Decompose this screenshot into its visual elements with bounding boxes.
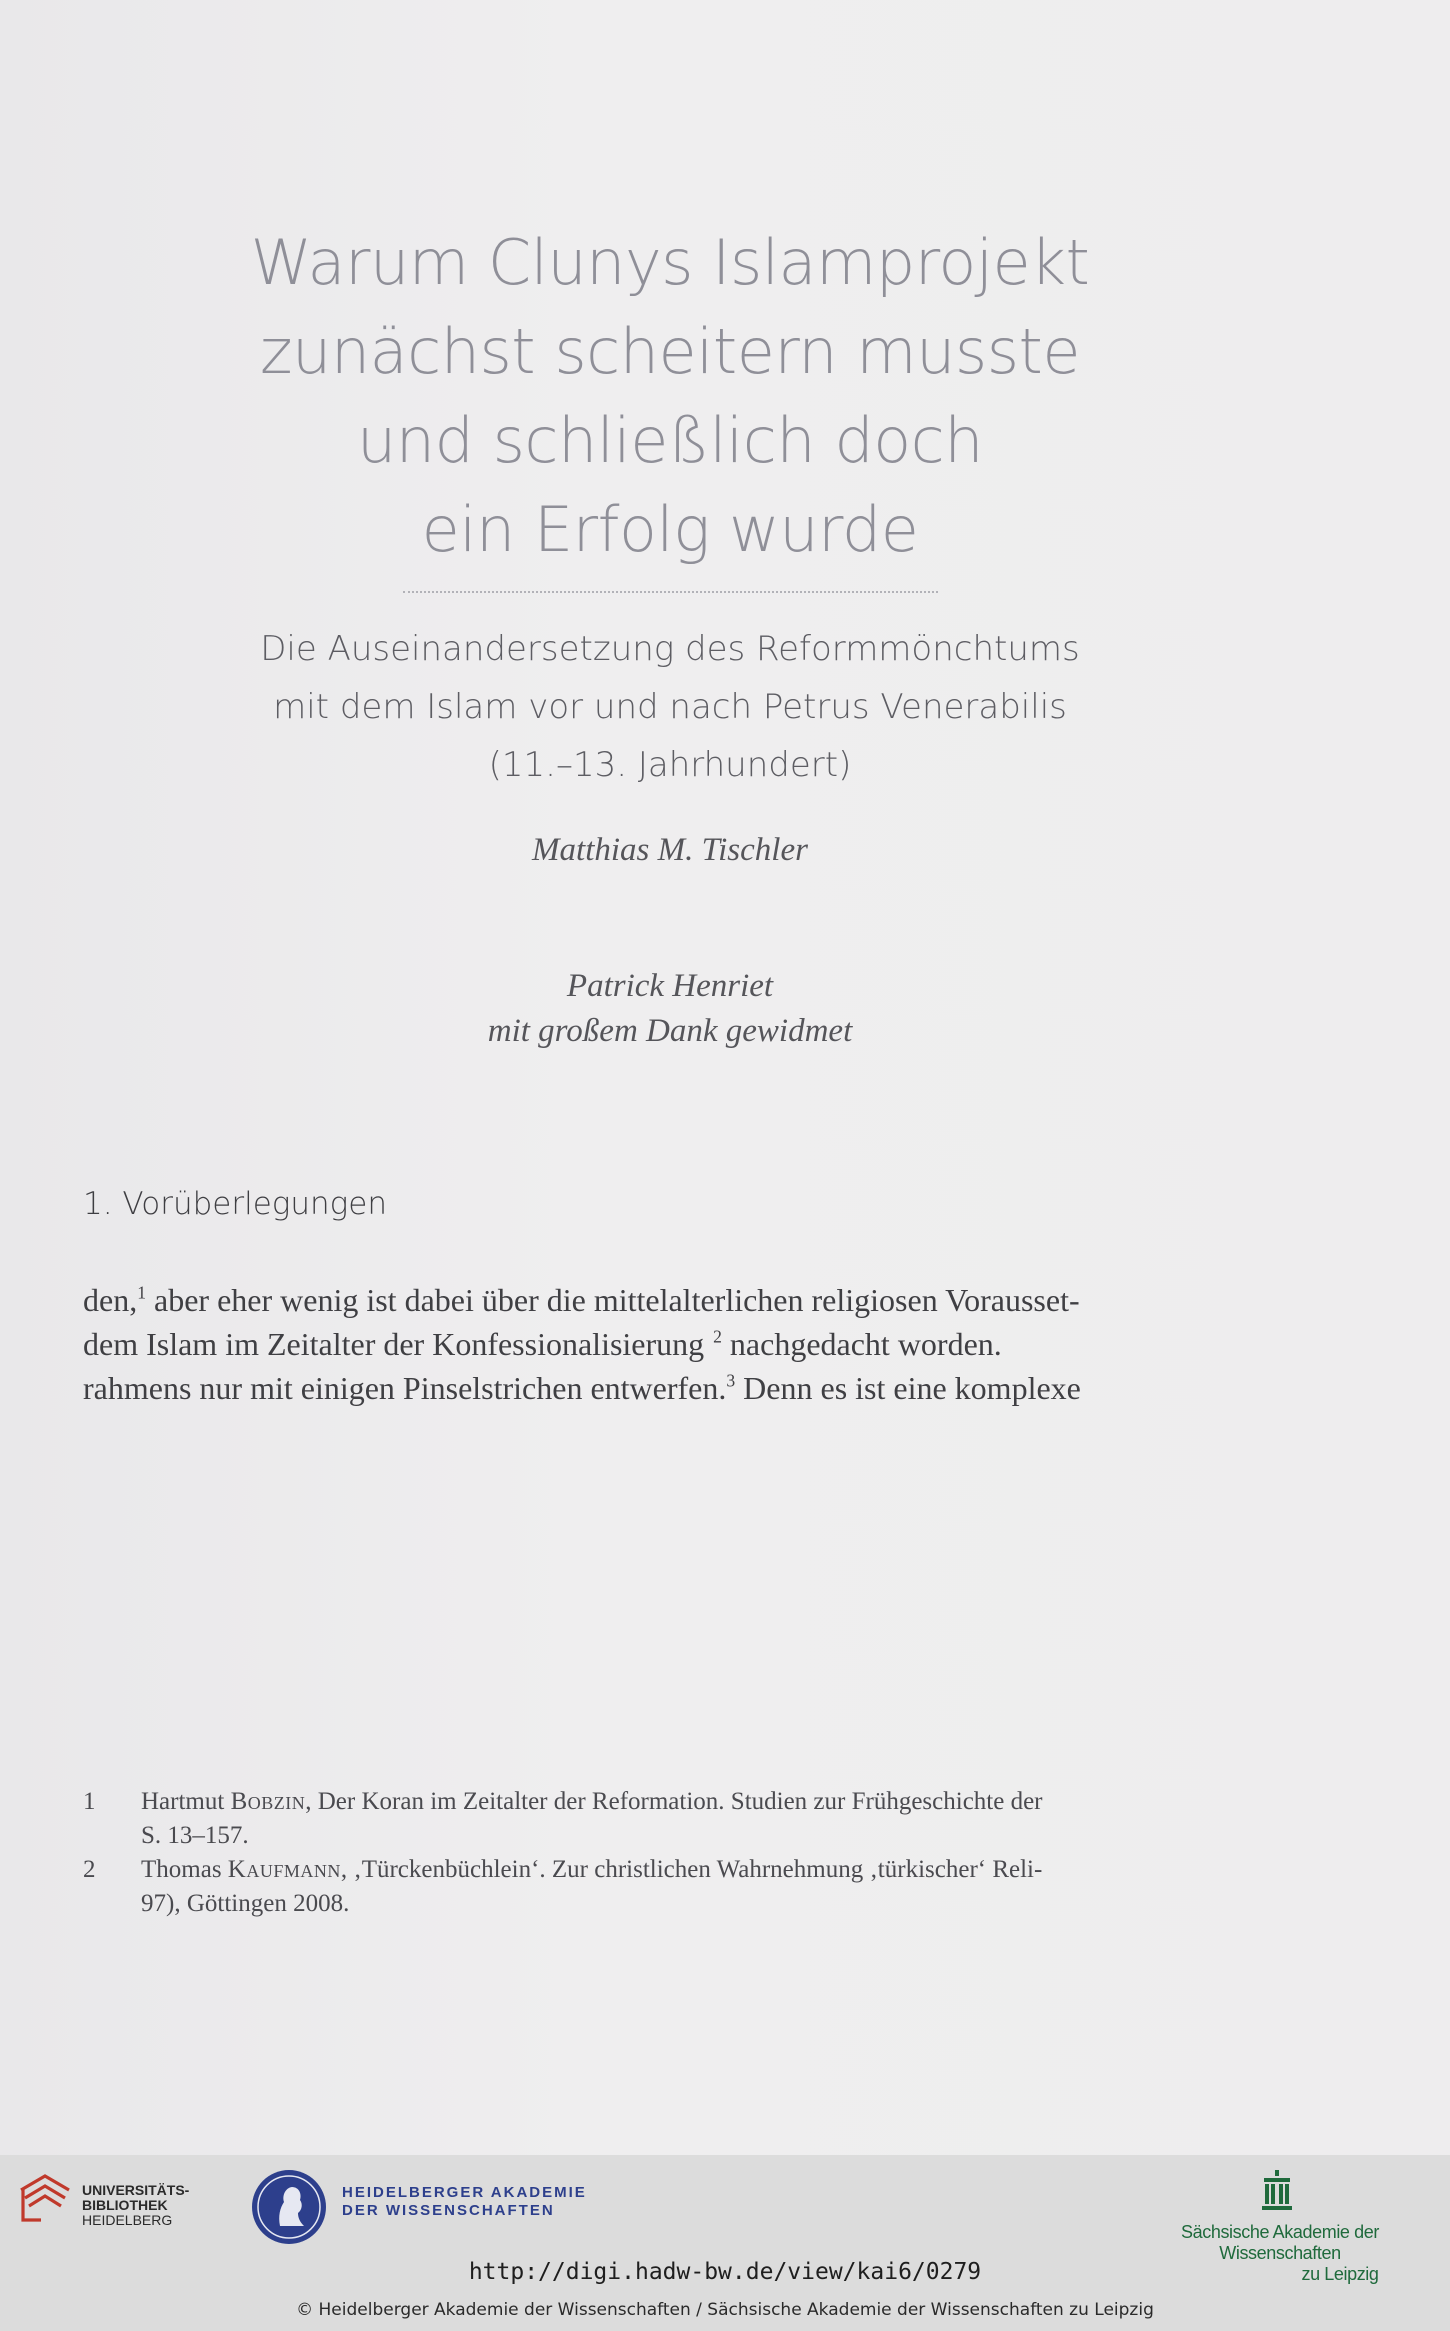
footnote-line [141,1887,1255,1921]
footnote-reference[interactable]: 1 [137,1282,146,1303]
text-line [83,1322,1255,1366]
heidelberg-academy-seal-icon[interactable] [250,2168,328,2246]
text-run [83,1278,1080,1322]
logo-text-line: Sächsische Akademie der Wissenschaften [1181,2222,1379,2263]
text-line [83,1278,1255,1322]
logo-text-line: HEIDELBERG [82,2212,173,2228]
heidelberg-academy-name[interactable] [342,2184,587,2220]
footnote-reference[interactable]: 3 [726,1371,736,1392]
title-line: zunächst scheitern musste [260,315,1080,388]
text-run: dem Islam im Zeitalter der Konfessionalisierung [83,1326,705,1363]
text-run: Hartmut [141,1788,231,1815]
university-library-logo-icon[interactable] [15,2170,75,2228]
footnote-line [141,1819,1255,1853]
logo-text-line: HEIDELBERGER AKADEMIE [342,2184,587,2201]
dedication-line: mit großem Dank gewidmet [487,1013,853,1049]
logo-text-line: BIBLIOTHEK [82,2197,168,2213]
saxon-academy-building-icon[interactable] [1262,2170,1292,2212]
text-run: nachgedacht worden. [721,1326,1002,1363]
text-run [141,1853,1042,1887]
title-line: Warum Clunys Islamprojekt [250,226,1090,299]
text-line [83,1366,1255,1410]
footnote-line [141,1785,1255,1819]
text-run: S. 13–157. [141,1822,249,1849]
section-heading: 1. Vorüberlegungen [83,1186,387,1222]
text-run [83,1366,1081,1410]
footnote-number: 1 [83,1788,96,1815]
title-divider [403,591,938,593]
dedication [300,964,1040,1054]
text-run: , ‚Türckenbüchlein‘. Zur christlichen Wahrnehmung ‚türkischer‘ Reli- [340,1856,1043,1883]
university-library-name[interactable] [82,2183,189,2228]
author-name: Matthias M. Tischler [532,832,808,868]
article-title [140,218,1200,574]
logo-text-line: zu Leipzig [1301,2264,1379,2284]
title-line: ein Erfolg wurde [421,493,919,566]
author-surname: Kaufmann [227,1856,341,1883]
text-run: Thomas [141,1856,228,1883]
footnote [83,1785,1255,1853]
logo-text-line: DER WISSENSCHAFTEN [342,2202,555,2219]
footnote-line [141,1853,1255,1887]
text-run: rahmens nur mit einigen Pinselstrichen entwerfen. [83,1370,727,1407]
subtitle-line: mit dem Islam vor und nach Petrus Venerabilis [273,687,1067,727]
text-run: 97), Göttingen 2008. [141,1890,350,1917]
text-run: Denn es ist eine komplexe [735,1370,1081,1407]
body-text [83,1278,1255,1411]
text-run: den, [83,1282,138,1318]
subtitle-line: Die Auseinandersetzung des Reformmönchtums [260,629,1080,669]
text-run [141,1785,1043,1819]
footnote [83,1853,1255,1921]
dedication-line: Patrick Henriet [566,968,774,1004]
article-subtitle [150,620,1190,794]
footnote-reference[interactable]: 2 [713,1326,722,1347]
text-run: aber eher wenig ist dabei über die mittelalterlichen religiosen Vorausset- [146,1282,1080,1318]
footnotes [83,1785,1255,1921]
subtitle-line: (11.–13. Jahrhundert) [488,745,852,785]
text-run: , Der Koran im Zeitalter der Reformation. Studien zur Frühgeschichte der [305,1788,1043,1815]
permalink-url[interactable]: http://digi.hadw-bw.de/view/kai6/0279 [468,2259,982,2285]
title-line: und schließlich doch [356,404,984,477]
text-run [83,1322,1011,1366]
author-surname: Bobzin [230,1788,306,1815]
logo-text-line: UNIVERSITÄTS- [82,2182,190,2198]
footnote-number: 2 [83,1856,96,1883]
copyright-notice: © Heidelberger Akademie der Wissenschaften / Sächsische Akademie der Wissenschaften zu Leipzig [296,2300,1154,2320]
